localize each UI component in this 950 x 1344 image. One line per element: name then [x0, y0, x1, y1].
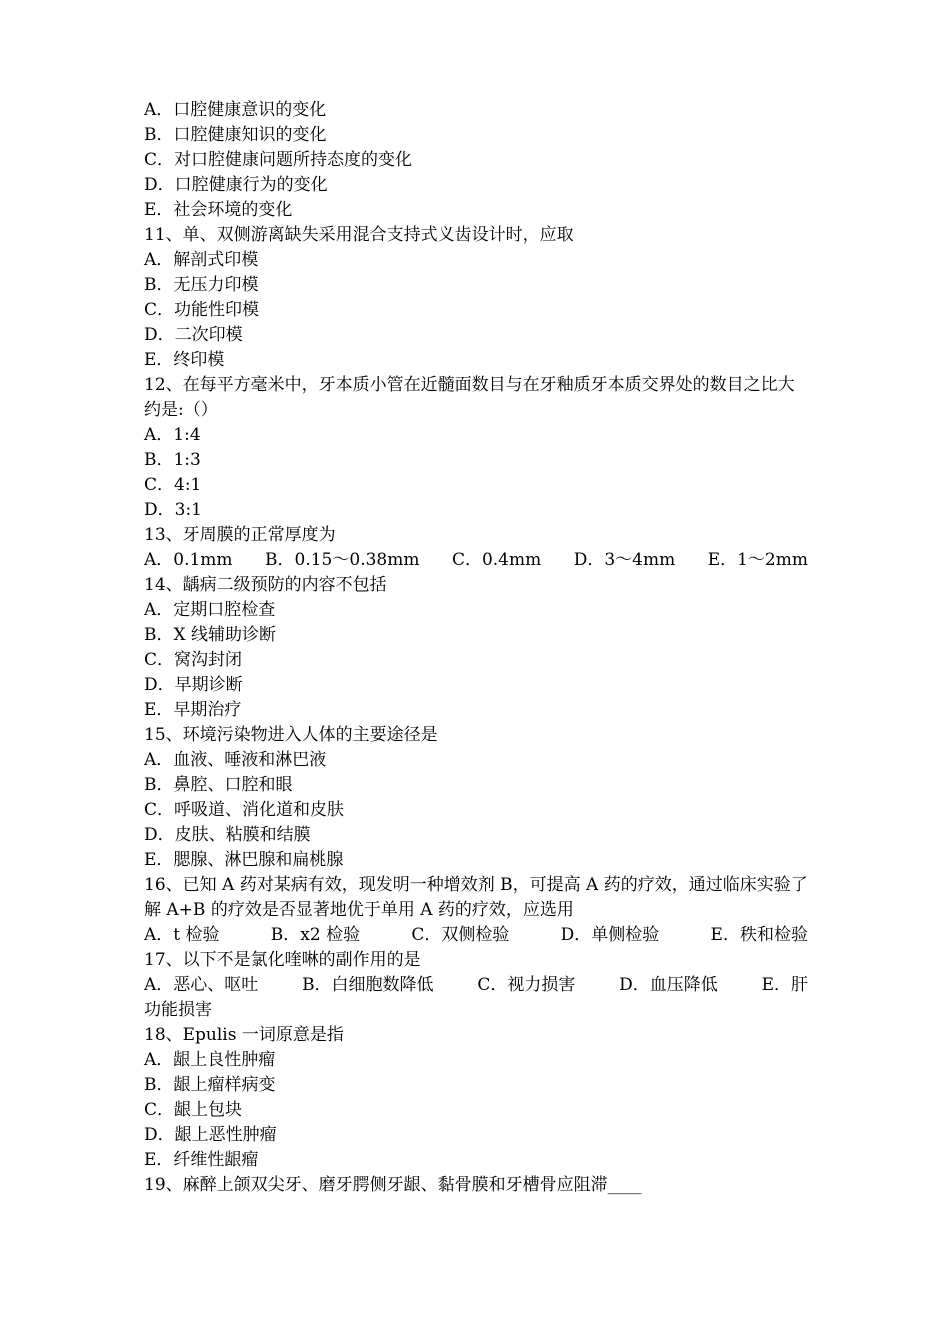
option-line: D．早期诊断: [144, 675, 243, 695]
question-stem: 18、Epulis 一词原意是指: [144, 1025, 344, 1045]
question-19: [144, 1173, 808, 1198]
option-line: C．4:1: [144, 475, 202, 495]
option-line: D．3:1: [144, 500, 202, 520]
option-item: E．肝: [761, 975, 808, 995]
question-stem: 17、以下不是氯化喹啉的副作用的是: [144, 950, 421, 970]
question-stem: 19、麻醉上颌双尖牙、磨牙腭侧牙龈、黏骨膜和牙槽骨应阻滞____: [144, 1175, 642, 1195]
option-line: E．腮腺、淋巴腺和扁桃腺: [144, 850, 344, 870]
option-line: E．早期治疗: [144, 700, 242, 720]
question-10-options: [144, 98, 808, 223]
question-stem: 15、环境污染物进入人体的主要途径是: [144, 725, 438, 745]
option-item: B．0.15～0.38mm: [265, 550, 420, 570]
option-item: C．视力损害: [477, 975, 576, 995]
question-17: [144, 948, 808, 1023]
option-item: B．x2 检验: [270, 925, 361, 945]
option-line: B．口腔健康知识的变化: [144, 125, 327, 145]
option-line: C．对口腔健康问题所持态度的变化: [144, 150, 413, 170]
option-line: A．1:4: [144, 425, 201, 445]
option-line: C．窝沟封闭: [144, 650, 243, 670]
option-line: D．二次印模: [144, 325, 243, 345]
option-line: B．鼻腔、口腔和眼: [144, 775, 293, 795]
question-14: [144, 573, 808, 723]
inline-options: [144, 973, 808, 998]
option-line: C．龈上包块: [144, 1100, 243, 1120]
option-line: D．龈上恶性肿瘤: [144, 1125, 277, 1145]
option-item: A．0.1mm: [144, 550, 233, 570]
option-item: C．0.4mm: [451, 550, 542, 570]
option-line: B．X 线辅助诊断: [144, 625, 276, 645]
option-line: E．终印模: [144, 350, 225, 370]
inline-options: [144, 923, 808, 948]
option-item: D．单侧检验: [560, 925, 660, 945]
option-line: B．1:3: [144, 450, 201, 470]
option-item: D．3～4mm: [573, 550, 676, 570]
question-18: [144, 1023, 808, 1173]
option-line: D．皮肤、粘膜和结膜: [144, 825, 311, 845]
question-12: [144, 373, 808, 523]
option-line: A．定期口腔检查: [144, 600, 276, 620]
option-item: E．1～2mm: [707, 550, 808, 570]
option-line: B．龈上瘤样病变: [144, 1075, 276, 1095]
option-item: D．血压降低: [619, 975, 718, 995]
document-page: [144, 98, 808, 1198]
option-line: E．纤维性龈瘤: [144, 1150, 259, 1170]
option-line: A．血液、唾液和淋巴液: [144, 750, 327, 770]
question-stem: 14、龋病二级预防的内容不包括: [144, 575, 387, 595]
option-line: B．无压力印模: [144, 275, 259, 295]
question-15: [144, 723, 808, 873]
question-stem: 11、单、双侧游离缺失采用混合支持式义齿设计时，应取: [144, 225, 574, 245]
option-item: A．t 检验: [144, 925, 220, 945]
question-16: [144, 873, 808, 948]
option-line: D．口腔健康行为的变化: [144, 175, 328, 195]
question-stem: 16、已知 A 药对某病有效，现发明一种增效剂 B，可提高 A 药的疗效，通过临床实验了解 A+B 的疗效是否显著地优于单用 A 药的疗效，应选用: [144, 875, 808, 920]
option-line: C．功能性印模: [144, 300, 260, 320]
option-line: C．呼吸道、消化道和皮肤: [144, 800, 345, 820]
option-line: A．解剖式印模: [144, 250, 259, 270]
option-line: A．口腔健康意识的变化: [144, 100, 327, 120]
question-13: [144, 523, 808, 573]
option-line: E．社会环境的变化: [144, 200, 293, 220]
option-item: E．秩和检验: [710, 925, 808, 945]
inline-options: [144, 548, 808, 573]
option-line: A．龈上良性肿瘤: [144, 1050, 276, 1070]
question-11: [144, 223, 808, 373]
option-continuation: 功能损害: [144, 1000, 212, 1020]
question-stem: 12、在每平方毫米中，牙本质小管在近髓面数目与在牙釉质牙本质交界处的数目之比大约是:（）: [144, 375, 795, 420]
option-item: B．白细胞数降低: [302, 975, 434, 995]
option-item: A．恶心、呕吐: [144, 975, 259, 995]
question-stem: 13、牙周膜的正常厚度为: [144, 525, 336, 545]
option-item: C．双侧检验: [411, 925, 510, 945]
